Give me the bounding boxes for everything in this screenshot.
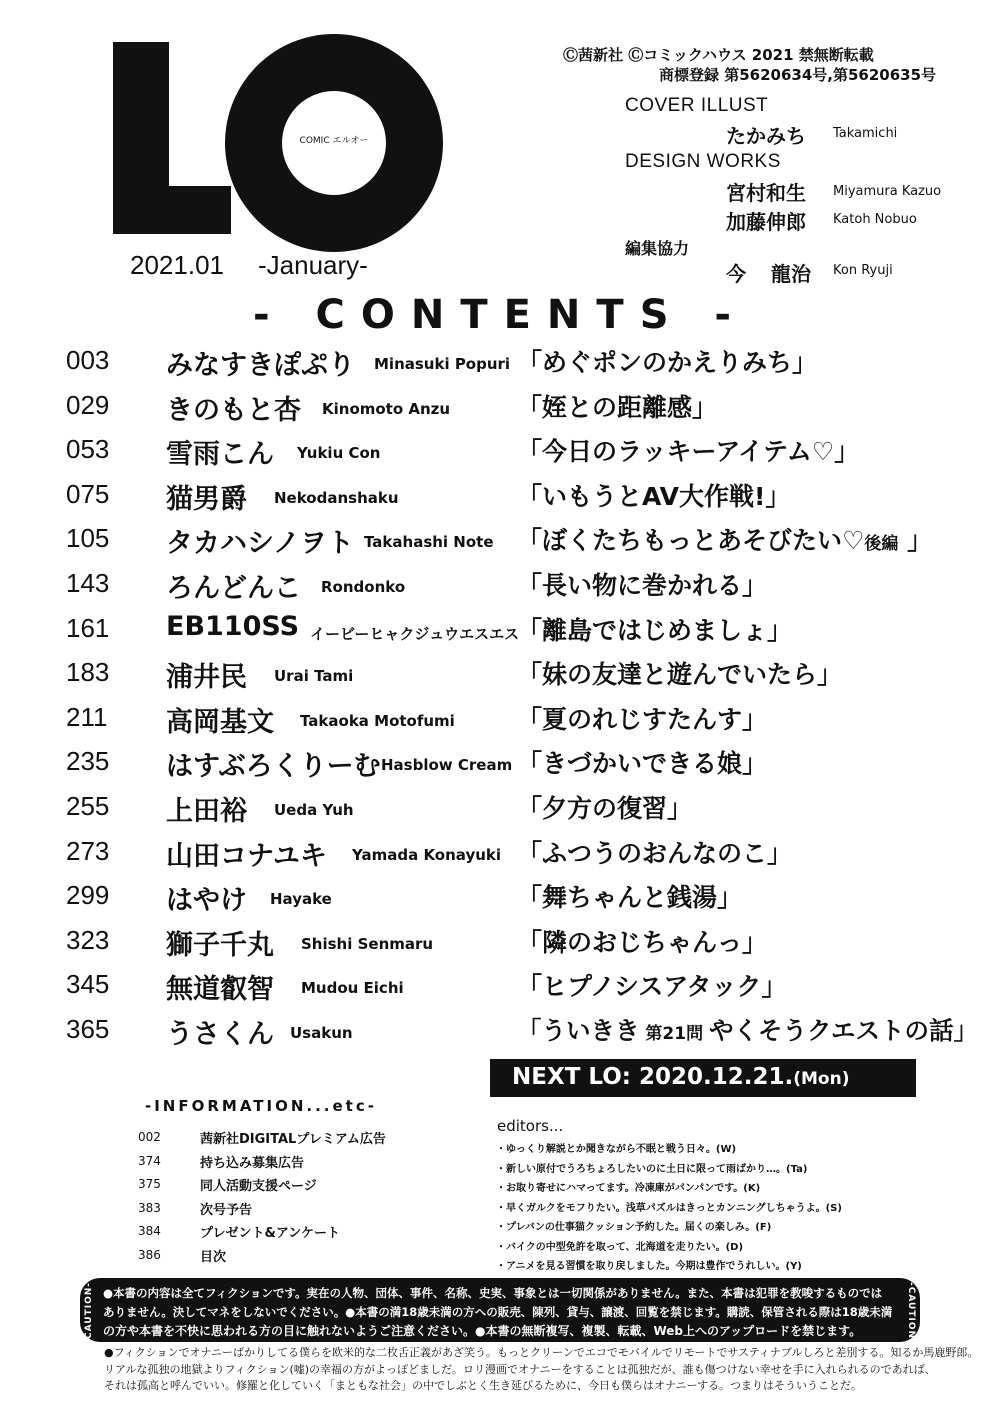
editorial-roman: Kon Ryuji <box>833 263 893 278</box>
toc-title-main: 「ぼくたちもっとあそびたい♡ <box>517 526 865 556</box>
toc-title-main: 「姪との距離感」 <box>517 392 718 422</box>
trademark-line: 商標登録 第5620634号,第5620635号 <box>659 66 937 84</box>
toc-title-tail: やくそうクエストの話」 <box>709 1016 979 1045</box>
toc-row <box>0 787 1000 831</box>
toc-author: 猫男爵 <box>166 483 247 515</box>
editor-comment: ・ゆっくり解説とか聞きながら不眠と戦う日々。(W) <box>496 1144 737 1155</box>
caution-side-left: -CAUTION- <box>84 1282 94 1344</box>
toc-author-roman: Hasblow Cream <box>381 756 513 775</box>
information-page: 383 <box>138 1200 161 1215</box>
toc-title-extra: 第21問 <box>639 1024 709 1044</box>
toc-author: 雪雨こん <box>166 439 274 471</box>
toc-row <box>0 698 1000 742</box>
toc-row <box>0 876 1000 920</box>
toc-page-number: 161 <box>66 612 110 643</box>
toc-row <box>0 430 1000 474</box>
footnote-line: リアルな孤独の地獄よりフィクション(嘘)の幸福の方がよっぽどましだ。ロリ漫画でオナニーをすることは孤独だが、誰も傷つけない幸せを手に入れられるのであれば、 <box>104 1362 936 1376</box>
information-label: 次号予告 <box>200 1202 253 1218</box>
toc-row <box>0 653 1000 697</box>
information-label: 茜新社DIGITALプレミアム広告 <box>200 1132 386 1147</box>
cover-artist-roman: Takamichi <box>833 126 898 141</box>
logo-l-foot <box>113 186 231 234</box>
toc-title-tail: 」 <box>898 526 933 556</box>
toc-page-number: 299 <box>66 880 110 911</box>
information-title: -INFORMATION...etc- <box>145 1097 377 1115</box>
toc-page-number: 003 <box>66 345 110 375</box>
toc-title-main: 「きづかいできる娘」 <box>517 749 768 779</box>
editorial-name: 今 龍治 <box>726 262 811 286</box>
toc-row <box>0 475 1000 519</box>
toc-author: 上田裕 <box>166 796 247 827</box>
toc-title-main: 「いもうとAV大作戦!」 <box>517 481 791 511</box>
toc-title-main: 「妹の友達と遊んでいたら」 <box>517 660 843 690</box>
toc-author-roman: Minasuki Popuri <box>374 355 511 373</box>
contents-title: - CONTENTS - <box>252 292 748 338</box>
toc-story-title <box>517 477 790 513</box>
designer-2-roman: Katoh Nobuo <box>833 212 917 227</box>
toc-author-roman: Kinomoto Anzu <box>322 399 451 418</box>
toc-story-title <box>517 1012 978 1047</box>
toc-author-roman: Rondonko <box>321 578 406 596</box>
toc-author: 山田コナユキ <box>166 840 327 872</box>
toc-story-title <box>517 388 717 424</box>
toc-story-title <box>517 744 767 780</box>
logo-subtitle: COMIC エルオー <box>299 136 369 146</box>
toc-row <box>0 564 1000 608</box>
toc-page-number: 075 <box>66 478 110 509</box>
next-issue-label: NEXT LO: 2020.12.21. <box>512 1064 794 1090</box>
toc-story-title <box>517 521 932 557</box>
toc-author-roman: Yamada Konayuki <box>352 845 502 864</box>
information-label: 目次 <box>200 1250 227 1265</box>
editorial-heading: 編集協力 <box>625 239 690 258</box>
toc-author-roman: Nekodanshaku <box>274 488 399 507</box>
toc-author: 獅子千丸 <box>166 929 274 961</box>
toc-author: EB110SS <box>166 610 300 642</box>
toc-page-number: 365 <box>66 1014 110 1044</box>
toc-row <box>0 1010 1000 1054</box>
editor-comment: ・早くガルクをモフりたい。浅草パズルはきっとカンニングしちゃうよ。(S) <box>496 1202 842 1214</box>
toc-author: 高岡基文 <box>166 706 274 738</box>
issue-month: -January- <box>258 250 368 280</box>
toc-page-number: 211 <box>66 701 108 732</box>
designer-2: 加藤伸郎 <box>726 210 806 234</box>
toc-page-number: 053 <box>66 434 110 465</box>
toc-author: みなすきぽぷり <box>166 350 355 381</box>
toc-story-title <box>517 611 792 647</box>
toc-row <box>0 965 1000 1009</box>
toc-story-title <box>517 789 692 825</box>
toc-row <box>0 519 1000 563</box>
toc-page-number: 105 <box>66 523 110 554</box>
toc-author: うさくん <box>166 1019 274 1050</box>
toc-title-extra: 後編 <box>864 534 899 555</box>
toc-story-title <box>517 655 842 691</box>
toc-row <box>0 341 1000 385</box>
toc-page-number: 345 <box>66 969 110 1000</box>
designer-1-roman: Miyamura Kazuo <box>833 184 942 199</box>
toc-title-main: 「夏のれじすたんす」 <box>517 704 768 734</box>
toc-title-main: 「舞ちゃんと銭湯」 <box>517 883 743 913</box>
information-page: 375 <box>138 1177 161 1192</box>
information-page: 386 <box>138 1248 161 1262</box>
cover-artist: たかみち <box>726 124 806 148</box>
design-heading: DESIGN WORKS <box>625 151 781 172</box>
information-page: 384 <box>138 1224 161 1239</box>
toc-title-main: 「隣のおじちゃんっ」 <box>517 927 768 957</box>
information-page: 374 <box>138 1153 161 1168</box>
toc-author: はすぶろくりーむ <box>166 751 381 783</box>
toc-author: はやけ <box>166 885 247 917</box>
toc-story-title <box>517 923 767 959</box>
cover-heading: COVER ILLUST <box>625 95 769 116</box>
toc-author: ろんどんこ <box>166 573 301 604</box>
editor-comment: ・お取り寄せにハマってます。冷凍庫がパンパンです。(K) <box>496 1183 761 1194</box>
toc-page-number: 183 <box>66 657 110 688</box>
toc-author-roman: Hayake <box>270 890 332 909</box>
toc-title-main: 「今日のラッキーアイテム♡」 <box>517 437 860 467</box>
issue-date: 2021.01 <box>130 250 224 280</box>
toc-title-main: 「めぐポンのかえりみち」 <box>517 348 818 377</box>
toc-author: 無道叡智 <box>166 974 274 1006</box>
designer-1: 宮村和生 <box>726 181 806 205</box>
caution-line: ありません。決してマネをしないでください。●本書の満18歳未満の方への販売、陳列、貸与、譲渡、回覧を禁じます。購読、保管される際は18歳未満 <box>103 1304 893 1319</box>
toc-title-main: 「ヒプノシスアタック」 <box>517 972 787 1002</box>
editors-title: editors... <box>497 1117 564 1135</box>
copyright-line: Ⓒ茜新社 Ⓒコミックハウス 2021 禁無断転載 <box>563 46 874 64</box>
toc-page-number: 029 <box>66 389 110 420</box>
information-label: 持ち込み募集広告 <box>200 1155 305 1171</box>
toc-story-title <box>517 878 742 914</box>
information-label: 同人活動支援ページ <box>200 1179 317 1195</box>
toc-page-number: 273 <box>66 835 110 866</box>
toc-title-main: 「離島ではじめましょ」 <box>517 615 793 645</box>
caution-side-right: -CAUTION- <box>906 1282 916 1344</box>
toc-story-title <box>517 343 817 379</box>
toc-title-main: 「夕方の復習」 <box>517 794 693 823</box>
caution-line: ●本書の内容は全てフィクションです。実在の人物、団体、事件、名称、史実、事象とは一切関係がありません。また、本書は犯罪を教唆するものでは <box>103 1286 883 1300</box>
next-issue-text <box>512 1064 849 1090</box>
footnote-line: それは孤高と呼んでいい。修羅と化していく「まともな社会」の中でしぶとく生き延びるために、今日も僕らはオナニーする。つまりはそういうことだ。 <box>104 1379 863 1392</box>
toc-title-main: 「ういきき <box>517 1016 640 1045</box>
toc-author-roman: Takaoka Motofumi <box>300 711 455 730</box>
toc-row <box>0 921 1000 965</box>
toc-author-roman: Yukiu Con <box>297 444 381 463</box>
toc-story-title <box>517 834 792 870</box>
toc-story-title <box>517 566 767 602</box>
editor-comment: ・新しい原付でうろちょろしたいのに土日に限って雨ばかり…。(Ta) <box>496 1163 808 1175</box>
footnote-line: ●フィクションでオナニーばかりしてる僕らを欧米的な二枚舌正義があざ笑う。もっとクリーンでエコでモバイルでリモートでサスティナブルしろと差別する。知るか馬鹿野郎。 <box>104 1346 979 1359</box>
information-label: プレゼント&アンケート <box>200 1226 341 1242</box>
information-page: 002 <box>138 1130 161 1144</box>
toc-story-title <box>517 967 787 1003</box>
toc-row <box>0 832 1000 876</box>
toc-author-roman: Takahashi Note <box>364 533 494 552</box>
toc-title-main: 「長い物に巻かれる」 <box>517 571 768 600</box>
toc-page-number: 323 <box>66 924 110 955</box>
toc-title-main: 「ふつうのおんなのこ」 <box>517 838 793 868</box>
toc-author-roman: Mudou Eichi <box>301 979 404 998</box>
toc-page-number: 235 <box>66 746 110 777</box>
toc-author-roman: Urai Tami <box>274 667 354 686</box>
toc-page-number: 143 <box>66 568 110 598</box>
editor-comment: ・アニメを見る習慣を取り戻しました。今期は豊作でうれしい。(Y) <box>496 1261 802 1272</box>
editor-comment: ・バイクの中型免許を取って、北海道を走りたい。(D) <box>496 1241 744 1253</box>
toc-row <box>0 609 1000 653</box>
toc-row <box>0 742 1000 786</box>
toc-author-roman: Shishi Senmaru <box>301 934 434 953</box>
toc-author-roman: Ueda Yuh <box>274 801 354 819</box>
toc-author: きのもと杏 <box>166 394 301 426</box>
toc-story-title <box>517 700 767 736</box>
next-issue-day: (Mon) <box>793 1069 850 1089</box>
editor-comment: ・プレバンの仕事猫クッション予約した。届くの楽しみ。(F) <box>496 1222 772 1233</box>
toc-author-roman: Usakun <box>290 1024 353 1042</box>
toc-story-title <box>517 432 859 468</box>
caution-line: の方や本書を不快に思われる方の目に触れないようご注意ください。●本書の無断複写、複製、転載、Web上へのアップロードを禁じます。 <box>103 1324 862 1338</box>
toc-row <box>0 386 1000 430</box>
toc-author: タカハシノヲト <box>166 528 354 560</box>
toc-author-roman: イービーヒャクジュウエスエス <box>310 624 520 643</box>
toc-author: 浦井民 <box>166 662 247 694</box>
toc-page-number: 255 <box>66 791 110 821</box>
